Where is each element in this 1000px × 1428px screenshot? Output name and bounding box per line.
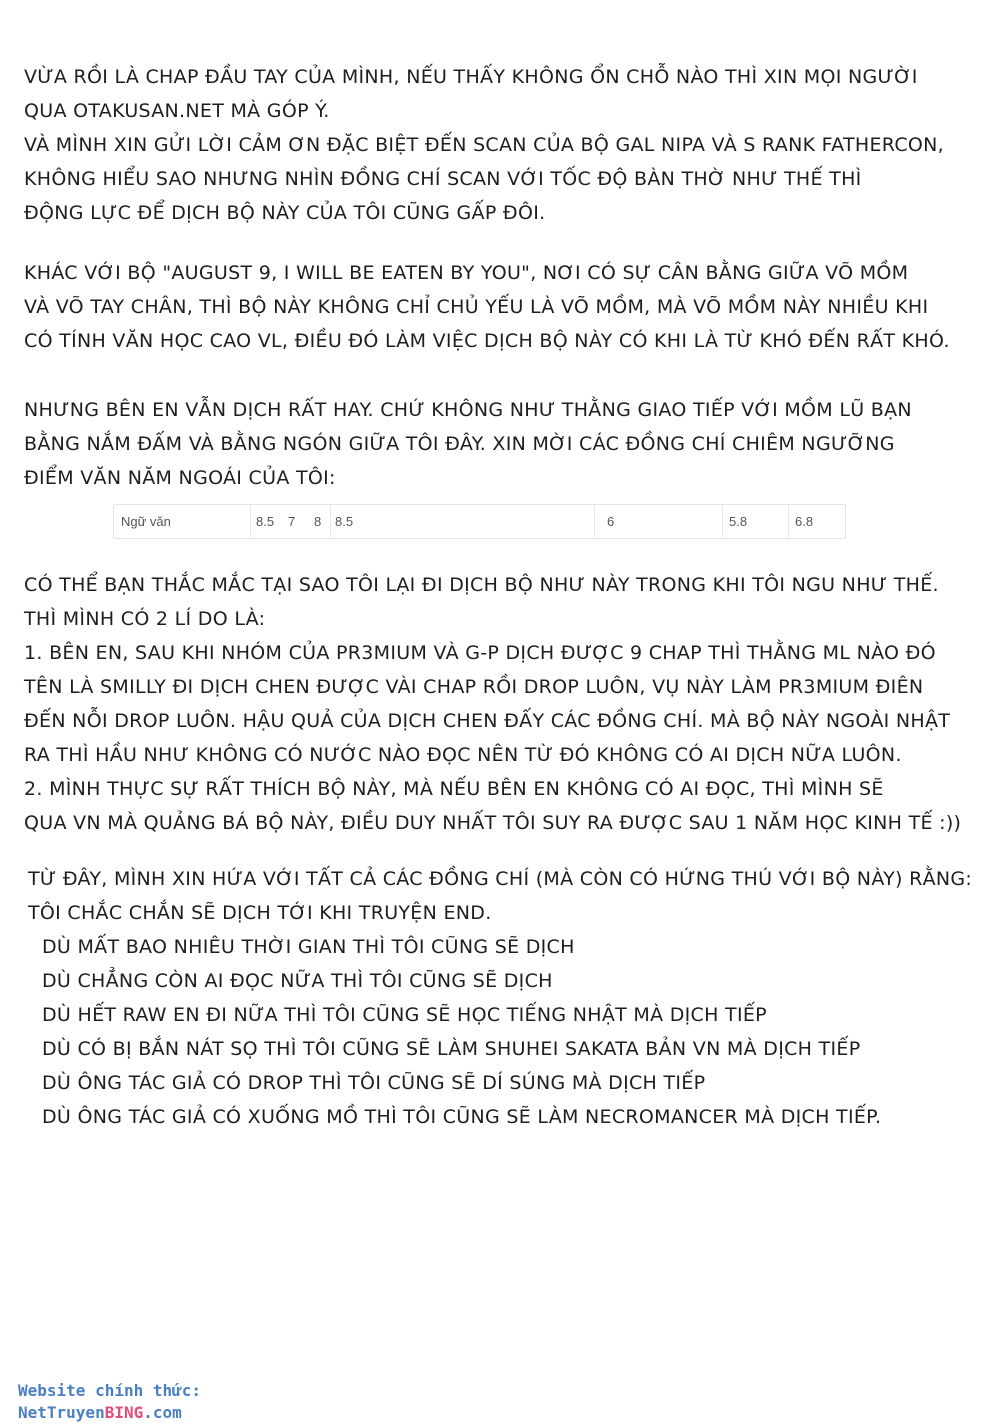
- subject-cell: Ngữ văn: [121, 514, 171, 529]
- score-cell: 5.8: [729, 514, 748, 529]
- promise-item: DÙ MẤT BAO NHIÊU THỜI GIAN THÌ TÔI CŨNG SẼ DỊCH: [42, 936, 575, 958]
- text-line: VỪA RỒI LÀ CHAP ĐẦU TAY CỦA MÌNH, NẾU THẤY KHÔNG ỔN CHỖ NÀO THÌ XIN MỌI NGƯỜI: [24, 66, 918, 88]
- text-line: KHÁC VỚI BỘ "AUGUST 9, I WILL BE EATEN BY YOU", NƠI CÓ SỰ CÂN BẰNG GIỮA VÕ MỒM: [24, 262, 909, 284]
- text-line: VÀ MÌNH XIN GỬI LỜI CẢM ƠN ĐẶC BIỆT ĐẾN SCAN CỦA BỘ GAL NIPA VÀ S RANK FATHERCON,: [24, 134, 945, 156]
- paragraph-thanks: [24, 60, 994, 230]
- text-line: CÓ THỂ BẠN THẮC MẮC TẠI SAO TÔI LẠI ĐI DỊCH BỘ NHƯ NÀY TRONG KHI TÔI NGU NHƯ THẾ.: [24, 574, 939, 596]
- paragraph-comparison: [24, 256, 994, 358]
- text-line: ĐỘNG LỰC ĐỂ DỊCH BỘ NÀY CỦA TÔI CŨNG GẤP ĐÔI.: [24, 202, 546, 224]
- promise-item: DÙ CÓ BỊ BẮN NÁT SỌ THÌ TÔI CŨNG SẼ LÀM SHUHEI SAKATA BẢN VN MÀ DỊCH TIẾP: [42, 1038, 861, 1060]
- promise-item: DÙ HẾT RAW EN ĐI NỮA THÌ TÔI CŨNG SẼ HỌC TIẾNG NHẬT MÀ DỊCH TIẾP: [42, 1004, 767, 1026]
- text-line: 1. BÊN EN, SAU KHI NHÓM CỦA PR3MIUM VÀ G-P DỊCH ĐƯỢC 9 CHAP THÌ THẰNG ML NÀO ĐÓ: [24, 642, 936, 664]
- text-line: ĐẾN NỖI DROP LUÔN. HẬU QUẢ CỦA DỊCH CHEN ĐẤY CÁC ĐỒNG CHÍ. MÀ BỘ NÀY NGOÀI NHẬT: [24, 710, 951, 732]
- text-line: VÀ VÕ TAY CHÂN, THÌ BỘ NÀY KHÔNG CHỈ CHỦ YẾU LÀ VÕ MỒM, MÀ VÕ MỒM NÀY NHIỀU KHI: [24, 296, 929, 318]
- watermark-url-accent: BING: [104, 1403, 144, 1422]
- watermark-label: Website chính thức:: [18, 1381, 202, 1400]
- score-cell: 7: [288, 514, 296, 529]
- website-watermark: [18, 1380, 201, 1424]
- text-line: BẰNG NẮM ĐẤM VÀ BẰNG NGÓN GIỮA TÔI ĐÂY. XIN MỜI CÁC ĐỒNG CHÍ CHIÊM NGƯỠNG: [24, 433, 895, 455]
- watermark-url-part: NetTruyen: [18, 1403, 105, 1422]
- score-cell: 6.8: [795, 514, 814, 529]
- text-line: QUA OTAKUSAN.NET MÀ GÓP Ý.: [24, 100, 330, 122]
- text-line: QUA VN MÀ QUẢNG BÁ BỘ NÀY, ĐIỀU DUY NHẤT TÔI SUY RA ĐƯỢC SAU 1 NĂM HỌC KINH TẾ :)): [24, 812, 962, 834]
- paragraph-promise: [28, 862, 998, 1134]
- score-cell: 8.5: [335, 514, 354, 529]
- paragraph-reasons: [24, 568, 994, 840]
- text-line: KHÔNG HIỂU SAO NHƯNG NHÌN ĐỒNG CHÍ SCAN VỚI TỐC ĐỘ BÀN THỜ NHƯ THẾ THÌ: [24, 168, 862, 190]
- text-line: TÊN LÀ SMILLY ĐI DỊCH CHEN ĐƯỢC VÀI CHAP RỒI DROP LUÔN, VỤ NÀY LÀM PR3MIUM ĐIÊN: [24, 676, 924, 698]
- text-line: RA THÌ HẦU NHƯ KHÔNG CÓ NƯỚC NÀO ĐỌC NÊN TỪ ĐÓ KHÔNG CÓ AI DỊCH NỮA LUÔN.: [24, 744, 902, 766]
- promise-item: DÙ CHẲNG CÒN AI ĐỌC NỮA THÌ TÔI CŨNG SẼ DỊCH: [42, 970, 553, 992]
- score-cell: 8: [314, 514, 322, 529]
- text-line: THÌ MÌNH CÓ 2 LÍ DO LÀ:: [24, 608, 266, 630]
- score-cell: 8.5: [256, 514, 275, 529]
- text-line: CÓ TÍNH VĂN HỌC CAO VL, ĐIỀU ĐÓ LÀM VIỆC DỊCH BỘ NÀY CÓ KHI LÀ TỪ KHÓ ĐẾN RẤT KHÓ.: [24, 330, 950, 352]
- watermark-url[interactable]: [18, 1402, 201, 1424]
- watermark-url-part: .com: [143, 1403, 182, 1422]
- text-line: ĐIỂM VĂN NĂM NGOÁI CỦA TÔI:: [24, 467, 336, 489]
- paragraph-grades-intro: [24, 393, 994, 495]
- score-cell: 6: [607, 514, 615, 529]
- promise-item: DÙ ÔNG TÁC GIẢ CÓ DROP THÌ TÔI CŨNG SẼ DÍ SÚNG MÀ DỊCH TIẾP: [42, 1072, 706, 1094]
- text-line: NHƯNG BÊN EN VẪN DỊCH RẤT HAY. CHỨ KHÔNG NHƯ THẰNG GIAO TIẾP VỚI MỒM LŨ BẠN: [24, 399, 912, 421]
- promise-item: DÙ ÔNG TÁC GIẢ CÓ XUỐNG MỒ THÌ TÔI CŨNG SẼ LÀM NECROMANCER MÀ DỊCH TIẾP.: [42, 1106, 882, 1128]
- text-line: TÔI CHẮC CHẮN SẼ DỊCH TỚI KHI TRUYỆN END.: [28, 902, 492, 924]
- text-line: TỪ ĐÂY, MÌNH XIN HỨA VỚI TẤT CẢ CÁC ĐỒNG CHÍ (MÀ CÒN CÓ HỨNG THÚ VỚI BỘ NÀY) RẰNG:: [28, 868, 973, 890]
- grade-table: [113, 504, 846, 539]
- text-line: 2. MÌNH THỰC SỰ RẤT THÍCH BỘ NÀY, MÀ NẾU BÊN EN KHÔNG CÓ AI ĐỌC, THÌ MÌNH SẼ: [24, 778, 884, 800]
